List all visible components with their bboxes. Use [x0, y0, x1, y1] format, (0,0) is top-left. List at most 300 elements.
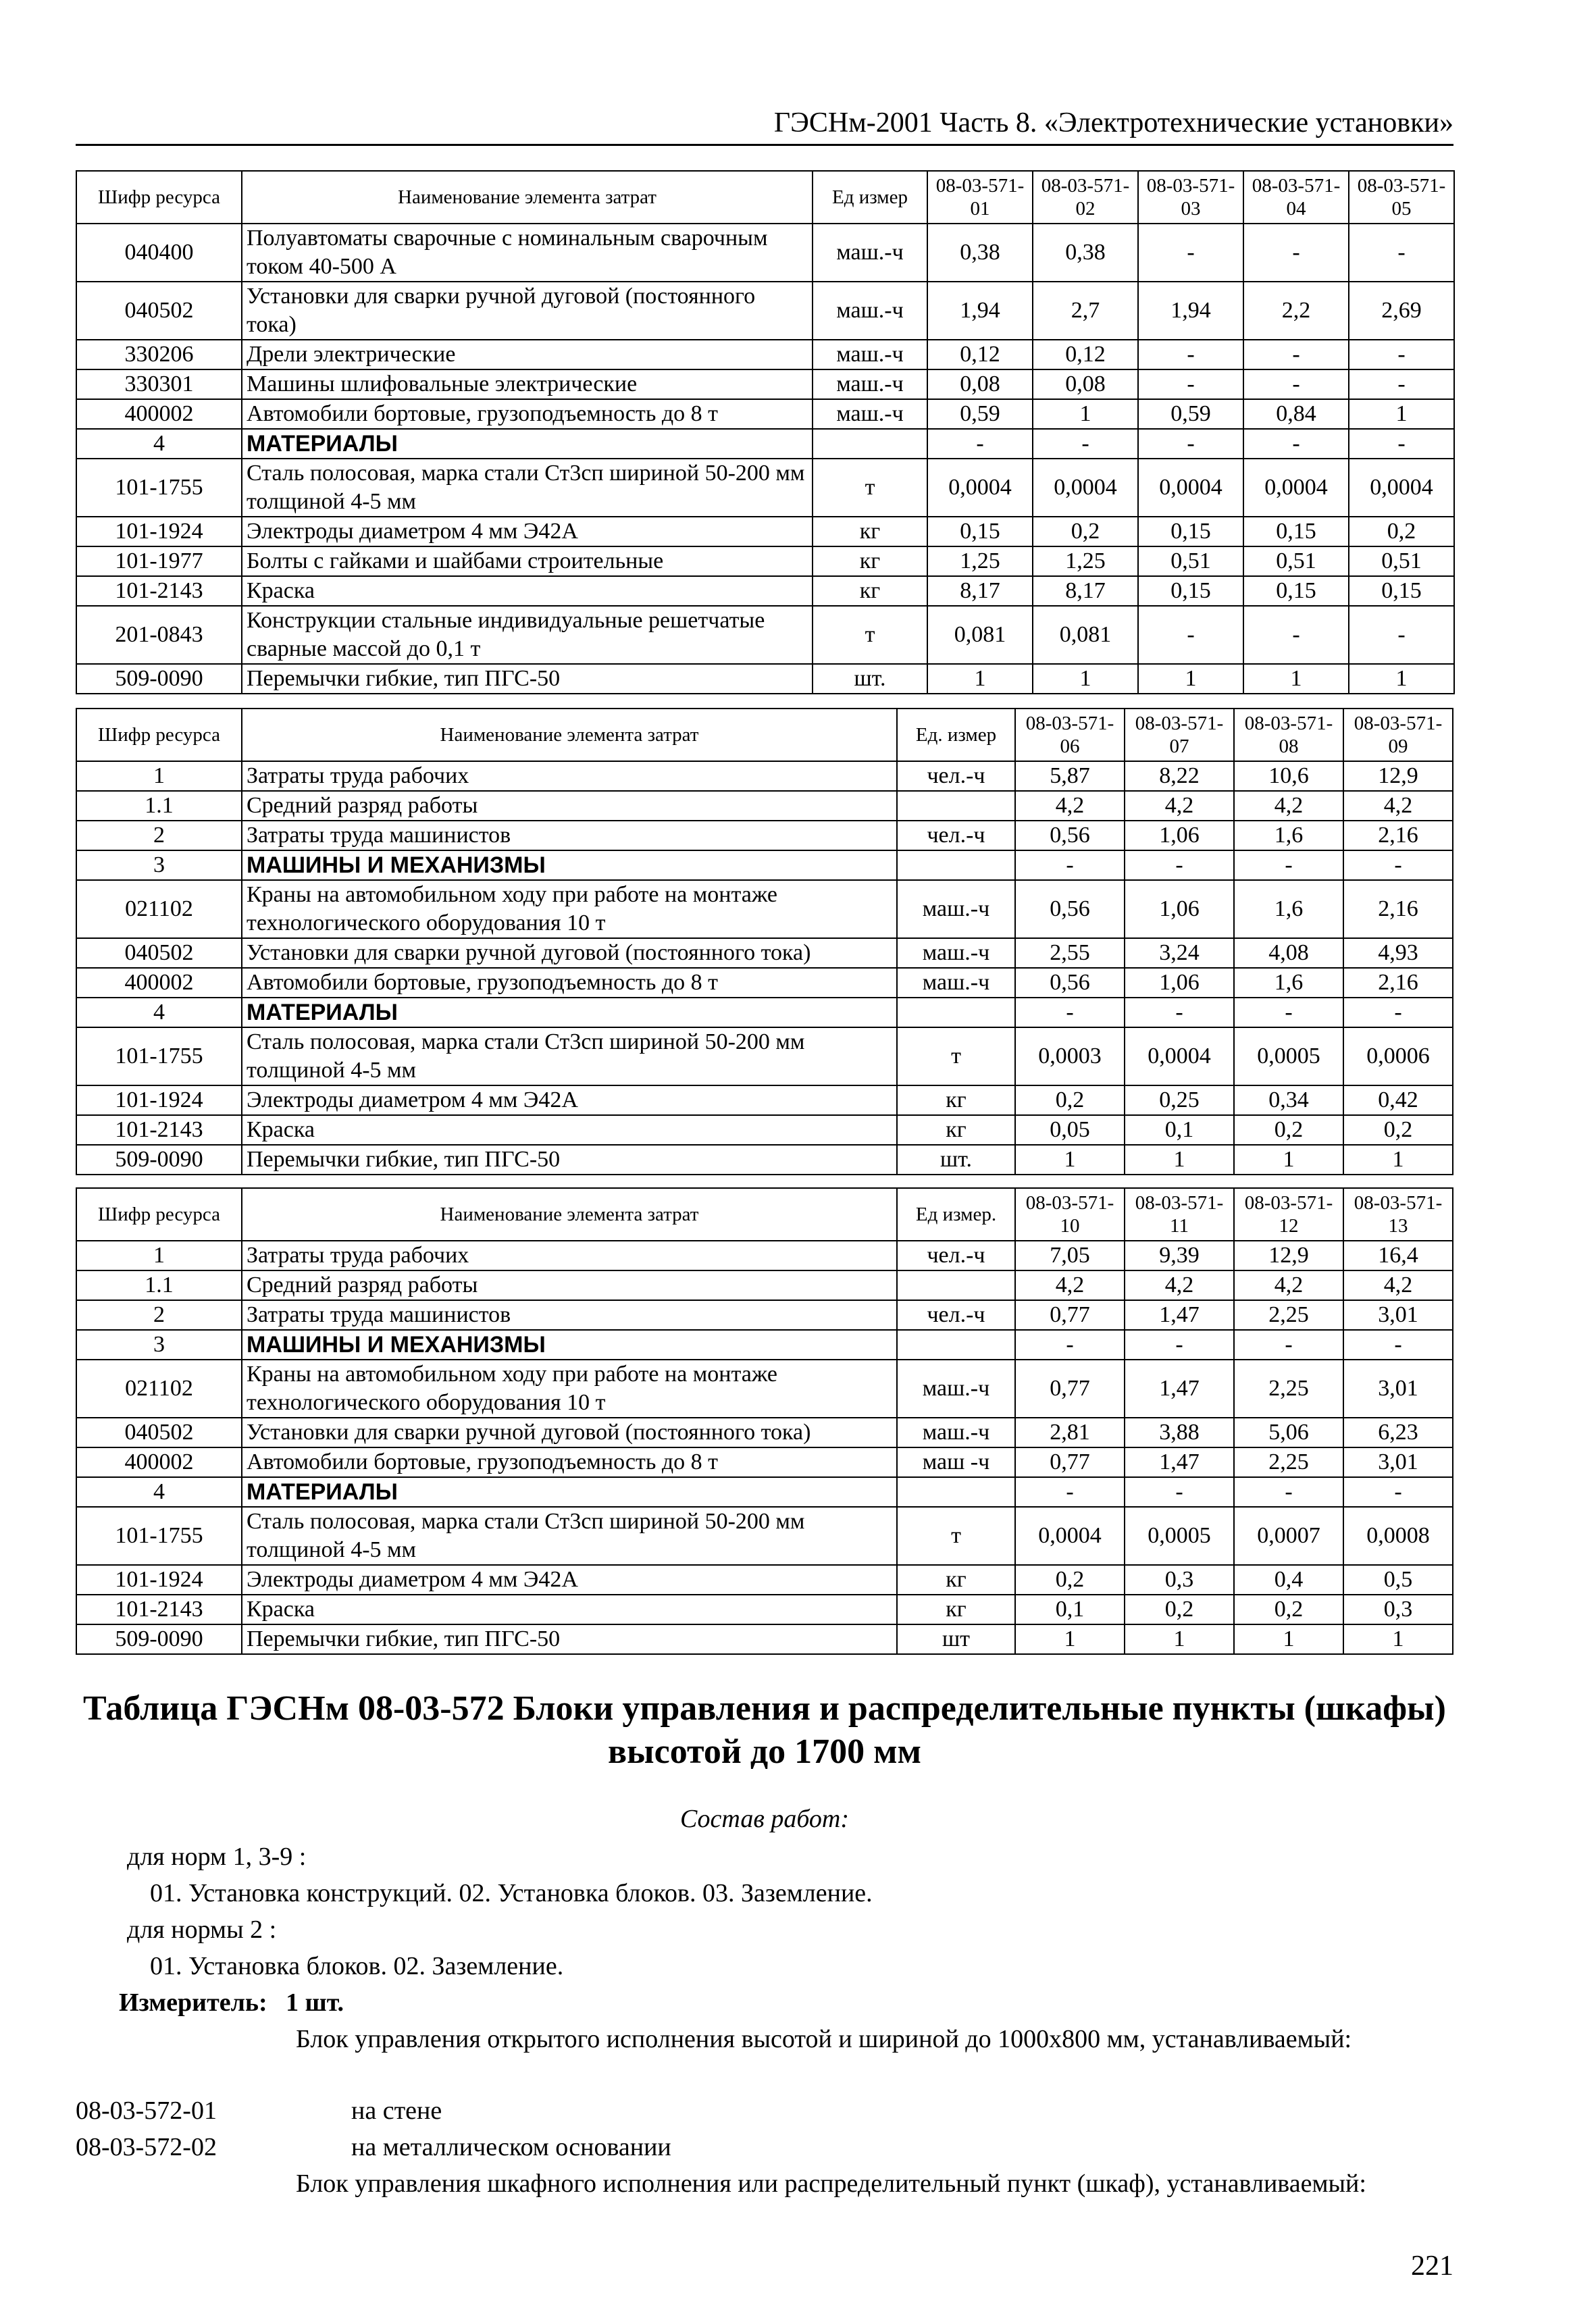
cost-element-name: Краны на автомобильном ходу при работе на монтаже технологического оборудования 10 т — [242, 1360, 897, 1418]
value-cell: 1 — [1349, 664, 1454, 694]
value-cell: - — [1234, 1330, 1343, 1360]
cost-element-name: МАТЕРИАЛЫ — [242, 998, 897, 1027]
table-row — [76, 1418, 1453, 1447]
table-row — [76, 1027, 1453, 1085]
value-cell: - — [1343, 850, 1453, 880]
work-steps-b: 01. Установка блоков. 02. Заземление. — [150, 1952, 564, 1980]
value-cell: - — [1138, 224, 1243, 282]
value-cell: 7,05 — [1015, 1241, 1125, 1270]
resource-code: 4 — [76, 1477, 242, 1507]
value-cell: 8,22 — [1125, 761, 1234, 791]
column-header-unit: Ед. измер — [897, 709, 1015, 761]
unit-cell — [897, 850, 1015, 880]
table-row — [76, 1145, 1453, 1175]
unit-cell: маш.-ч — [813, 224, 927, 282]
meter-value: 1 шт. — [286, 1988, 344, 2017]
cost-element-name: Машины шлифовальные электрические — [242, 369, 813, 399]
header-row — [76, 709, 1453, 761]
cost-element-name: Установки для сварки ручной дуговой (постоянного тока) — [242, 282, 813, 340]
value-cell: 0,59 — [927, 399, 1033, 429]
cost-element-name: Перемычки гибкие, тип ПГС-50 — [242, 664, 813, 694]
resource-code: 1.1 — [76, 791, 242, 821]
value-cell: 4,2 — [1234, 791, 1343, 821]
resource-code: 1 — [76, 761, 242, 791]
column-header-code: Шифр ресурса — [76, 1188, 242, 1241]
value-cell: - — [1343, 1477, 1453, 1507]
value-cell: 0,05 — [1015, 1115, 1125, 1145]
norm-label-1: на стене — [351, 2097, 442, 2125]
value-cell: 1 — [1234, 1145, 1343, 1175]
resource-code: 3 — [76, 850, 242, 880]
unit-cell: чел.-ч — [897, 821, 1015, 850]
column-header-norm: 08-03-571-02 — [1033, 171, 1138, 224]
unit-cell — [813, 429, 927, 459]
value-cell: 2,55 — [1015, 938, 1125, 968]
value-cell: 2,25 — [1234, 1447, 1343, 1477]
norm-code-1: 08-03-572-01 — [76, 2097, 217, 2125]
value-cell: 0,34 — [1234, 1085, 1343, 1115]
unit-cell: маш.-ч — [813, 282, 927, 340]
unit-cell: маш.-ч — [813, 399, 927, 429]
value-cell: 4,2 — [1015, 791, 1125, 821]
cost-element-name: Автомобили бортовые, грузоподъемность до 8 т — [242, 399, 813, 429]
value-cell: 4,2 — [1234, 1270, 1343, 1300]
table-row — [76, 664, 1454, 694]
value-cell: 0,12 — [1033, 340, 1138, 369]
cost-element-name: Краска — [242, 576, 813, 606]
section-row — [76, 429, 1454, 459]
cost-element-name: Сталь полосовая, марка стали Ст3сп шириной 50-200 мм толщиной 4-5 мм — [242, 1027, 897, 1085]
value-cell: - — [1125, 1477, 1234, 1507]
unit-cell: маш.-ч — [813, 340, 927, 369]
value-cell: - — [1015, 1477, 1125, 1507]
cost-element-name: Электроды диаметром 4 мм Э42А — [242, 1565, 897, 1595]
value-cell: 0,3 — [1125, 1565, 1234, 1595]
value-cell: 1 — [1015, 1624, 1125, 1654]
value-cell: 1 — [1015, 1145, 1125, 1175]
table-row — [76, 821, 1453, 850]
description-group-2: Блок управления шкафного исполнения или распределительный пункт (шкаф), устанавливаемый: — [296, 2169, 1366, 2198]
resource-code: 509-0090 — [76, 1145, 242, 1175]
cost-element-name: Установки для сварки ручной дуговой (постоянного тока) — [242, 938, 897, 968]
value-cell: - — [1234, 1477, 1343, 1507]
value-cell: 12,9 — [1234, 1241, 1343, 1270]
cost-element-name: Дрели электрические — [242, 340, 813, 369]
column-header-norm: 08-03-571-10 — [1015, 1188, 1125, 1241]
for-norms-b: для нормы 2 : — [127, 1916, 277, 1944]
value-cell: 0,15 — [1138, 517, 1243, 546]
value-cell: 4,08 — [1234, 938, 1343, 968]
value-cell: 4,2 — [1125, 791, 1234, 821]
resource-code: 101-1755 — [76, 459, 242, 517]
column-header-norm: 08-03-571-08 — [1234, 709, 1343, 761]
value-cell: 1 — [927, 664, 1033, 694]
column-header-name: Наименование элемента затрат — [242, 709, 897, 761]
value-cell: 4,2 — [1125, 1270, 1234, 1300]
value-cell: 0,25 — [1125, 1085, 1234, 1115]
value-cell: 0,0004 — [927, 459, 1033, 517]
resource-code: 021102 — [76, 1360, 242, 1418]
cost-element-name: Средний разряд работы — [242, 1270, 897, 1300]
value-cell: 0,2 — [1033, 517, 1138, 546]
value-cell: 1,6 — [1234, 821, 1343, 850]
value-cell: 1,06 — [1125, 968, 1234, 998]
cost-element-name: Краны на автомобильном ходу при работе на монтаже технологического оборудования 10 т — [242, 880, 897, 938]
unit-cell: маш -ч — [897, 1447, 1015, 1477]
resource-code: 101-1755 — [76, 1507, 242, 1565]
resource-code: 040400 — [76, 224, 242, 282]
value-cell: 0,15 — [1243, 576, 1349, 606]
value-cell: 0,15 — [1138, 576, 1243, 606]
resource-code: 400002 — [76, 968, 242, 998]
running-title: ГЭСНм-2001 Часть 8. «Электротехнические установки» — [773, 107, 1453, 138]
value-cell: 1,6 — [1234, 968, 1343, 998]
value-cell: 1,47 — [1125, 1300, 1234, 1330]
value-cell: 0,51 — [1243, 546, 1349, 576]
unit-cell: кг — [897, 1595, 1015, 1624]
section-row — [76, 1477, 1453, 1507]
column-header-norm: 08-03-571-01 — [927, 171, 1033, 224]
value-cell: 1,47 — [1125, 1360, 1234, 1418]
column-header-norm: 08-03-571-07 — [1125, 709, 1234, 761]
value-cell: - — [1033, 429, 1138, 459]
resource-code: 101-2143 — [76, 1595, 242, 1624]
table-row — [76, 576, 1454, 606]
table-row — [76, 791, 1453, 821]
value-cell: 4,2 — [1015, 1270, 1125, 1300]
value-cell: 0,56 — [1015, 968, 1125, 998]
resource-code: 101-2143 — [76, 576, 242, 606]
resource-code: 330301 — [76, 369, 242, 399]
value-cell: 0,2 — [1015, 1085, 1125, 1115]
value-cell: 1 — [1125, 1145, 1234, 1175]
column-header-norm: 08-03-571-13 — [1343, 1188, 1453, 1241]
value-cell: - — [1349, 224, 1454, 282]
cost-element-name: Электроды диаметром 4 мм Э42А — [242, 517, 813, 546]
value-cell: - — [1015, 998, 1125, 1027]
norms-table-571-06-09 — [76, 708, 1453, 1175]
column-header-norm: 08-03-571-03 — [1138, 171, 1243, 224]
table-row — [76, 224, 1454, 282]
value-cell: - — [1349, 429, 1454, 459]
column-header-norm: 08-03-571-04 — [1243, 171, 1349, 224]
table-row — [76, 546, 1454, 576]
table-row — [76, 1447, 1453, 1477]
value-cell: 1 — [1234, 1624, 1343, 1654]
resource-code: 1 — [76, 1241, 242, 1270]
column-header-unit: Ед измер. — [897, 1188, 1015, 1241]
value-cell: 0,2 — [1349, 517, 1454, 546]
norm-label-2: на металлическом основании — [351, 2133, 671, 2161]
unit-cell: кг — [897, 1115, 1015, 1145]
value-cell: 0,0004 — [1015, 1507, 1125, 1565]
unit-cell: шт — [897, 1624, 1015, 1654]
cost-element-name: Сталь полосовая, марка стали Ст3сп шириной 50-200 мм толщиной 4-5 мм — [242, 459, 813, 517]
resource-code: 2 — [76, 821, 242, 850]
value-cell: 0,2 — [1125, 1595, 1234, 1624]
resource-code: 040502 — [76, 938, 242, 968]
value-cell: 1 — [1033, 664, 1138, 694]
table-row — [76, 606, 1454, 664]
value-cell: 0,0003 — [1015, 1027, 1125, 1085]
cost-element-name: Перемычки гибкие, тип ПГС-50 — [242, 1145, 897, 1175]
unit-cell — [897, 1477, 1015, 1507]
page-number: 221 — [1411, 2251, 1453, 2282]
resource-code: 021102 — [76, 880, 242, 938]
value-cell: 2,16 — [1343, 968, 1453, 998]
value-cell: 6,23 — [1343, 1418, 1453, 1447]
resource-code: 101-1924 — [76, 1565, 242, 1595]
value-cell: 3,88 — [1125, 1418, 1234, 1447]
value-cell: 1 — [1138, 664, 1243, 694]
section-row — [76, 998, 1453, 1027]
column-header-code: Шифр ресурса — [76, 171, 242, 224]
value-cell: 1 — [1125, 1624, 1234, 1654]
value-cell: 0,15 — [1243, 517, 1349, 546]
value-cell: - — [1243, 369, 1349, 399]
value-cell: 2,69 — [1349, 282, 1454, 340]
resource-code: 101-1755 — [76, 1027, 242, 1085]
value-cell: 1,47 — [1125, 1447, 1234, 1477]
resource-code: 101-1924 — [76, 517, 242, 546]
resource-code: 330206 — [76, 340, 242, 369]
resource-code: 101-1977 — [76, 546, 242, 576]
table-row — [76, 1270, 1453, 1300]
value-cell: 1 — [1243, 664, 1349, 694]
unit-cell: чел.-ч — [897, 761, 1015, 791]
resource-code: 101-2143 — [76, 1115, 242, 1145]
unit-cell: т — [813, 606, 927, 664]
unit-cell: кг — [813, 576, 927, 606]
unit-cell: маш.-ч — [813, 369, 927, 399]
cost-element-name: Краска — [242, 1595, 897, 1624]
unit-cell: чел.-ч — [897, 1300, 1015, 1330]
value-cell: 1,06 — [1125, 880, 1234, 938]
section-title: Таблица ГЭСНм 08-03-572 Блоки управления и распределительные пункты (шкафы) высотой до 1700 мм — [83, 1689, 1446, 1771]
resource-code: 201-0843 — [76, 606, 242, 664]
cost-element-name: МАТЕРИАЛЫ — [242, 429, 813, 459]
cost-element-name: Болты с гайками и шайбами строительные — [242, 546, 813, 576]
column-header-unit: Ед измер — [813, 171, 927, 224]
value-cell: 0,5 — [1343, 1565, 1453, 1595]
value-cell: 0,51 — [1349, 546, 1454, 576]
value-cell: 4,2 — [1343, 791, 1453, 821]
value-cell: 2,25 — [1234, 1360, 1343, 1418]
value-cell: 0,77 — [1015, 1447, 1125, 1477]
table-row — [76, 1624, 1453, 1654]
cost-element-name: Автомобили бортовые, грузоподъемность до 8 т — [242, 1447, 897, 1477]
cost-element-name: МАТЕРИАЛЫ — [242, 1477, 897, 1507]
value-cell: 2,25 — [1234, 1300, 1343, 1330]
unit-cell: маш.-ч — [897, 1418, 1015, 1447]
cost-element-name: Электроды диаметром 4 мм Э42А — [242, 1085, 897, 1115]
value-cell: - — [1138, 429, 1243, 459]
for-norms-a: для норм 1, 3-9 : — [127, 1843, 307, 1871]
value-cell: 9,39 — [1125, 1241, 1234, 1270]
cost-element-name: Затраты труда рабочих — [242, 1241, 897, 1270]
value-cell: 8,17 — [1033, 576, 1138, 606]
value-cell: - — [1243, 340, 1349, 369]
value-cell: 0,08 — [1033, 369, 1138, 399]
value-cell: - — [1343, 1330, 1453, 1360]
resource-code: 1.1 — [76, 1270, 242, 1300]
unit-cell: шт. — [897, 1145, 1015, 1175]
composition-heading: Состав работ: — [679, 1805, 850, 1833]
unit-cell: маш.-ч — [897, 968, 1015, 998]
value-cell: 8,17 — [927, 576, 1033, 606]
unit-cell: кг — [813, 546, 927, 576]
table-row — [76, 369, 1454, 399]
table-row — [76, 880, 1453, 938]
unit-cell: шт. — [813, 664, 927, 694]
resource-code: 040502 — [76, 282, 242, 340]
table-row — [76, 340, 1454, 369]
value-cell: 0,2 — [1234, 1115, 1343, 1145]
value-cell: - — [1234, 998, 1343, 1027]
resource-code: 040502 — [76, 1418, 242, 1447]
section-row — [76, 1330, 1453, 1360]
value-cell: 1,06 — [1125, 821, 1234, 850]
value-cell: 0,12 — [927, 340, 1033, 369]
resource-code: 101-1924 — [76, 1085, 242, 1115]
table-row — [76, 282, 1454, 340]
unit-cell: т — [813, 459, 927, 517]
value-cell: 0,0005 — [1125, 1507, 1234, 1565]
cost-element-name: Конструкции стальные индивидуальные решетчатые сварные массой до 0,1 т — [242, 606, 813, 664]
cost-element-name: Затраты труда машинистов — [242, 1300, 897, 1330]
value-cell: 3,01 — [1343, 1360, 1453, 1418]
value-cell: - — [1015, 1330, 1125, 1360]
resource-code: 400002 — [76, 399, 242, 429]
value-cell: 0,0007 — [1234, 1507, 1343, 1565]
value-cell: 0,38 — [927, 224, 1033, 282]
unit-cell: чел.-ч — [897, 1241, 1015, 1270]
resource-code: 3 — [76, 1330, 242, 1360]
column-header-name: Наименование элемента затрат — [242, 171, 813, 224]
value-cell: 0,0006 — [1343, 1027, 1453, 1085]
value-cell: 2,16 — [1343, 821, 1453, 850]
value-cell: 0,081 — [927, 606, 1033, 664]
value-cell: 0,4 — [1234, 1565, 1343, 1595]
table-row — [76, 761, 1453, 791]
unit-cell — [897, 791, 1015, 821]
value-cell: 0,84 — [1243, 399, 1349, 429]
value-cell: 0,77 — [1015, 1360, 1125, 1418]
cost-element-name: МАШИНЫ И МЕХАНИЗМЫ — [242, 850, 897, 880]
value-cell: 0,0004 — [1243, 459, 1349, 517]
cost-element-name: Средний разряд работы — [242, 791, 897, 821]
cost-element-name: МАШИНЫ И МЕХАНИЗМЫ — [242, 1330, 897, 1360]
cost-element-name: Перемычки гибкие, тип ПГС-50 — [242, 1624, 897, 1654]
column-header-norm: 08-03-571-05 — [1349, 171, 1454, 224]
meter-label: Измеритель: — [119, 1988, 267, 2017]
cost-element-name: Сталь полосовая, марка стали Ст3сп шириной 50-200 мм толщиной 4-5 мм — [242, 1507, 897, 1565]
value-cell: - — [1125, 998, 1234, 1027]
description-group-1: Блок управления открытого исполнения высотой и шириной до 1000х800 мм, устанавливаемый: — [296, 2025, 1352, 2053]
value-cell: - — [1138, 606, 1243, 664]
work-steps-a: 01. Установка конструкций. 02. Установка блоков. 03. Заземление. — [150, 1879, 873, 1907]
value-cell: 0,42 — [1343, 1085, 1453, 1115]
column-header-norm: 08-03-571-12 — [1234, 1188, 1343, 1241]
value-cell: 0,56 — [1015, 880, 1125, 938]
value-cell: 2,16 — [1343, 880, 1453, 938]
table-row — [76, 968, 1453, 998]
table-row — [76, 938, 1453, 968]
unit-cell: маш.-ч — [897, 880, 1015, 938]
value-cell: 12,9 — [1343, 761, 1453, 791]
unit-cell: т — [897, 1507, 1015, 1565]
resource-code: 4 — [76, 998, 242, 1027]
value-cell: - — [1243, 224, 1349, 282]
value-cell: 0,3 — [1343, 1595, 1453, 1624]
table-row — [76, 459, 1454, 517]
norms-table-571-01-05 — [76, 170, 1455, 694]
value-cell: 0,1 — [1125, 1115, 1234, 1145]
value-cell: - — [927, 429, 1033, 459]
column-header-norm: 08-03-571-09 — [1343, 709, 1453, 761]
value-cell: 2,81 — [1015, 1418, 1125, 1447]
value-cell: 5,06 — [1234, 1418, 1343, 1447]
table-row — [76, 1565, 1453, 1595]
value-cell: 0,15 — [1349, 576, 1454, 606]
unit-cell: кг — [897, 1565, 1015, 1595]
value-cell: 16,4 — [1343, 1241, 1453, 1270]
table-row — [76, 1085, 1453, 1115]
value-cell: 0,0004 — [1349, 459, 1454, 517]
unit-cell — [897, 1330, 1015, 1360]
value-cell: 0,0004 — [1125, 1027, 1234, 1085]
column-header-norm: 08-03-571-06 — [1015, 709, 1125, 761]
value-cell: 1 — [1343, 1624, 1453, 1654]
header-row — [76, 171, 1454, 224]
value-cell: 1 — [1349, 399, 1454, 429]
value-cell: 0,15 — [927, 517, 1033, 546]
value-cell: 0,0004 — [1033, 459, 1138, 517]
resource-code: 400002 — [76, 1447, 242, 1477]
value-cell: 0,0005 — [1234, 1027, 1343, 1085]
unit-cell: маш.-ч — [897, 938, 1015, 968]
value-cell: 0,2 — [1015, 1565, 1125, 1595]
unit-cell — [897, 1270, 1015, 1300]
cost-element-name: Установки для сварки ручной дуговой (постоянного тока) — [242, 1418, 897, 1447]
table-row — [76, 517, 1454, 546]
cost-element-name: Краска — [242, 1115, 897, 1145]
norm-code-2: 08-03-572-02 — [76, 2133, 217, 2161]
value-cell: - — [1243, 429, 1349, 459]
running-header — [76, 103, 1453, 146]
cost-element-name: Затраты труда рабочих — [242, 761, 897, 791]
table-row — [76, 1507, 1453, 1565]
value-cell: - — [1138, 340, 1243, 369]
value-cell: 4,2 — [1343, 1270, 1453, 1300]
resource-code: 509-0090 — [76, 664, 242, 694]
column-header-name: Наименование элемента затрат — [242, 1188, 897, 1241]
table-row — [76, 1115, 1453, 1145]
value-cell: 0,59 — [1138, 399, 1243, 429]
value-cell: - — [1349, 369, 1454, 399]
value-cell: 10,6 — [1234, 761, 1343, 791]
unit-cell — [897, 998, 1015, 1027]
meter — [119, 1986, 344, 2020]
resource-code: 509-0090 — [76, 1624, 242, 1654]
table-row — [76, 1360, 1453, 1418]
value-cell: 2,7 — [1033, 282, 1138, 340]
value-cell: 0,38 — [1033, 224, 1138, 282]
value-cell: - — [1015, 850, 1125, 880]
resource-code: 2 — [76, 1300, 242, 1330]
value-cell: 1,94 — [1138, 282, 1243, 340]
value-cell: 1,25 — [1033, 546, 1138, 576]
